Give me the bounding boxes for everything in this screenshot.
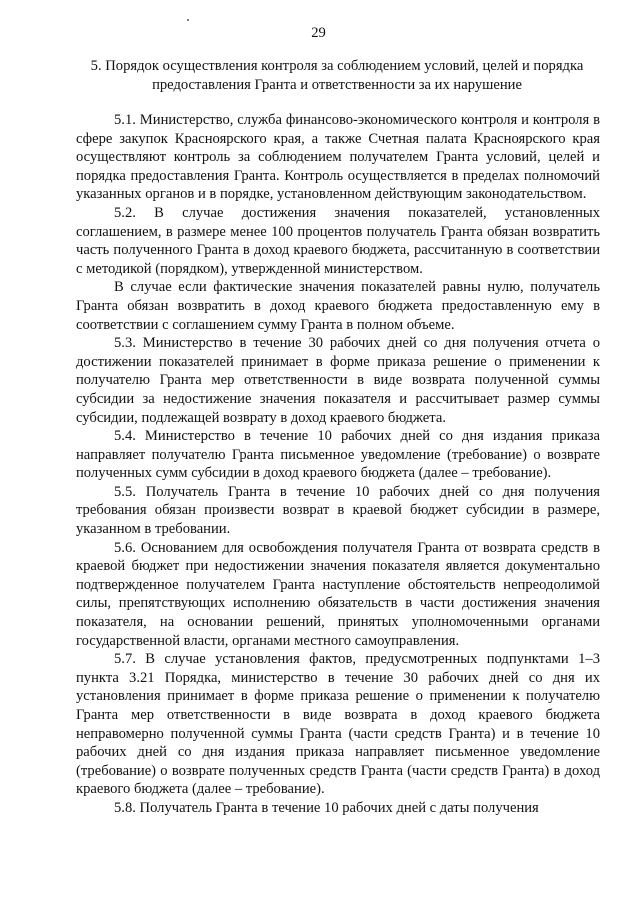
body-text [76, 111, 600, 818]
paragraph-5-2-continued: В случае если фактические значения показателей равны нулю, получатель Гранта обязан возвратить в доход краевого бюджета предоставленную ему в соответствии с соглашением сумму Гранта в полном объеме. [76, 279, 600, 333]
paragraph-5-3: 5.3. Министерство в течение 30 рабочих дней со дня получения отчета о достижении показателей принимает в форме приказа решение о применении к получателю Гранта мер ответственности в виде возврата полученной суммы субсидии за недостижение значения показателя и рассчитывает размер суммы субсидии, подлежащей возврату в доход краевого бюджета. [76, 335, 600, 426]
page-number: 29 [311, 25, 326, 41]
paragraph-5-4: 5.4. Министерство в течение 10 рабочих дней со дня издания приказа направляет получателю Гранта письменное уведомление (требование) о возврате полученных сумм субсидии в доход краевого бюджета (далее – требование). [76, 428, 600, 482]
scan-speck [187, 19, 189, 21]
paragraph-5-7: 5.7. В случае установления фактов, предусмотренных подпунктами 1–3 пункта 3.21 Порядка, министерство в течение 30 рабочих дней со дня их установления принимает в форме приказа решение о применении к получателю Гранта мер ответственности в виде возврата в доход краевого бюджета неправомерно полученной суммы Гранта (части средств Гранта) и в течение 10 рабочих дней со дня издания приказа направляет письменное уведомление (требование) о возврате полученных средств Гранта (части средств Гранта) в доход краевого бюджета (далее – требование). [76, 651, 600, 798]
paragraph-5-8: 5.8. Получатель Гранта в течение 10 рабочих дней с даты получения [114, 799, 539, 816]
paragraph-5-1: 5.1. Министерство, служба финансово-экономического контроля и контроля в сфере закупок Красноярского края, а также Счетная палата Красноярского края осуществляют контроль за соблюдением получателем Гранта условий, целей и порядка предоставления Гранта. Контроль осуществляется в пределах полномочий указанных органов и в порядке, установленном действующим законодательством. [76, 112, 600, 203]
section-heading: 5. Порядок осуществления контроля за соблюдением условий, целей и порядка предоставления Гранта и ответственности за их нарушение [90, 58, 584, 93]
paragraph-5-5: 5.5. Получатель Гранта в течение 10 рабочих дней со дня получения требования обязан произвести возврат в краевой бюджет субсидии в размере, указанном в требовании. [76, 483, 600, 538]
paragraph-5-6: 5.6. Основанием для освобождения получателя Гранта от возврата средств в краевой бюджет при недостижении значения показателя является документально подтвержденное получателем Гранта наступление обстоятельств непреодолимой силы, препятствующих исполнению обязательств в части достижения значения показателя, на основании решений, принятых уполномоченными органами государственной власти, органами местного самоуправления. [76, 539, 600, 649]
paragraph-5-2: 5.2. В случае достижения значения показателей, установленных соглашением, в размере менее 100 процентов получатель Гранта обязан возвратить часть полученного Гранта в доход краевого бюджета, рассчитанную в соответствии с методикой (порядком), утвержденной министерством. [76, 204, 600, 277]
